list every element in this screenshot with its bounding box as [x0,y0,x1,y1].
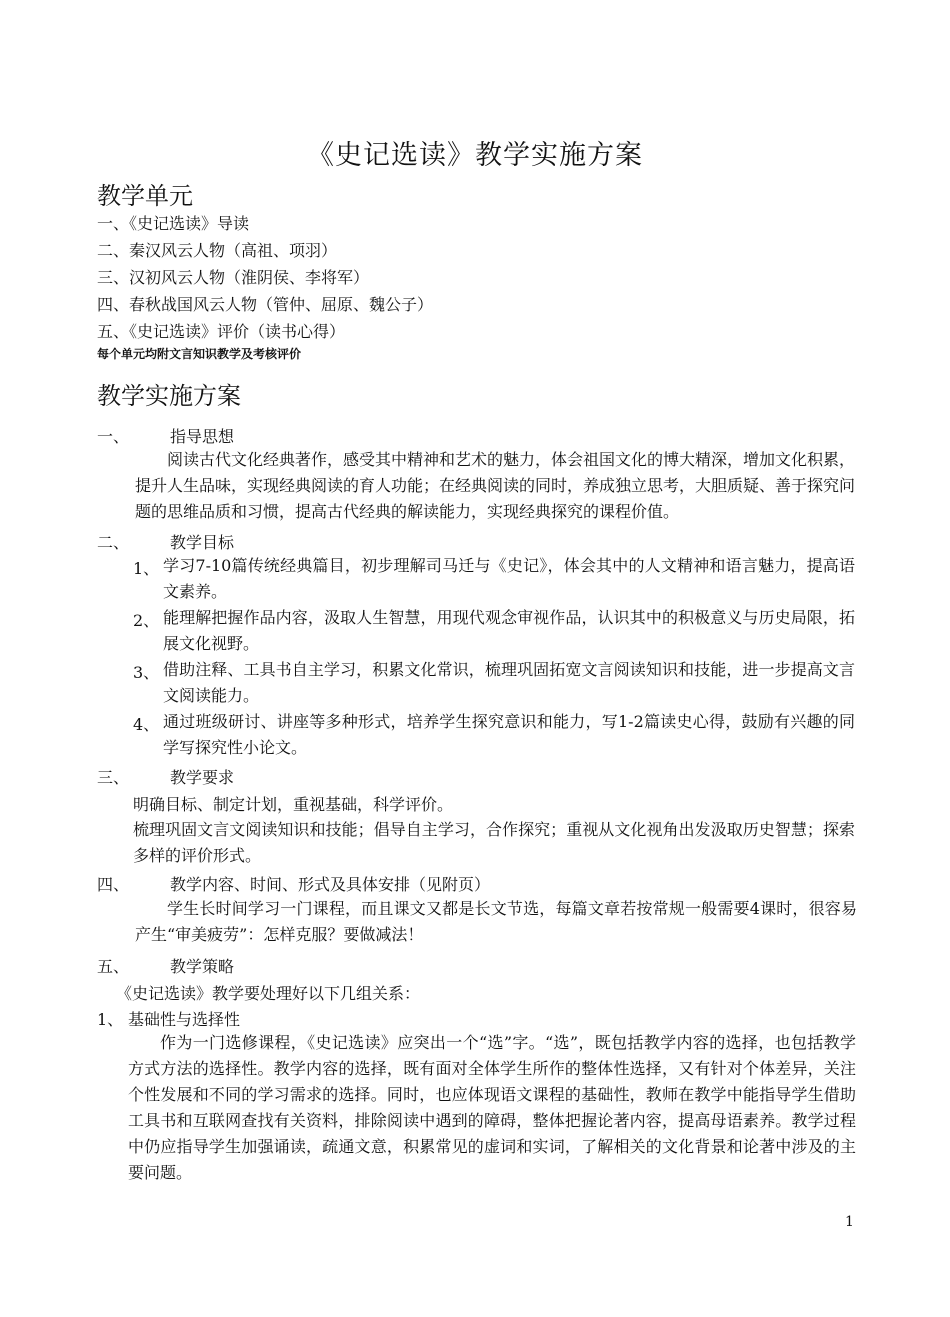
goal-number: 2、 [133,611,160,630]
section-number: 三、 [97,768,130,787]
section-paragraph: 梳理巩固文言文阅读知识和技能；倡导自主学习，合作探究；重视从文化视角出发汲取历史智慧；探索多样的评价形式。 [133,820,855,865]
goal-text: 学习7-10篇传统经典篇目，初步理解司马迁与《史记》，体会其中的人文精神和语言魅力，提高语文素养。 [163,556,855,601]
section-title: 指导思想 [170,427,235,446]
section-title: 教学目标 [170,533,235,552]
unit-item: 五、《史记选读》评价（读书心得） [97,322,346,341]
goal-number: 3、 [133,663,160,682]
plan-heading: 教学实施方案 [97,382,241,410]
section-paragraph: 学生长时间学习一门课程，而且课文又都是长文节选，每篇文章若按常规一般需要4课时，很容易产生“审美疲劳”：怎样克服？要做减法！ [135,899,857,944]
section-number: 二、 [97,533,130,552]
goal-number: 4、 [133,715,160,734]
units-note: 每个单元均附文言知识教学及考核评价 [97,347,302,361]
section-title: 教学要求 [170,768,235,787]
unit-item: 三、汉初风云人物（淮阴侯、李将军） [97,268,370,287]
section-paragraph: 明确目标、制定计划，重视基础，科学评价。 [133,795,454,814]
section-paragraph: 阅读古代文化经典著作，感受其中精神和艺术的魅力，体会祖国文化的博大精深，增加文化积累，提升人生品味，实现经典阅读的育人功能；在经典阅读的同时，养成独立思考，大胆质疑、善于探究问题的思维品质和习惯，提高古代经典的解读能力，实现经典探究的课程价值。 [135,450,856,521]
goal-number: 1、 [133,559,160,578]
units-heading: 教学单元 [97,182,193,210]
subsection-title: 基础性与选择性 [128,1010,241,1029]
unit-item: 二、秦汉风云人物（高祖、项羽） [97,241,338,260]
section-title: 教学内容、时间、形式及具体安排（见附页） [170,875,491,894]
section-intro: 《史记选读》教学要处理好以下几组关系： [116,984,421,1003]
goal-text: 能理解把握作品内容，汲取人生智慧，用现代观念审视作品，认识其中的积极意义与历史局限，拓展文化视野。 [163,608,855,653]
section-number: 一、 [97,427,130,446]
section-paragraph: 作为一门选修课程，《史记选读》应突出一个“选”字。“选”，既包括教学内容的选择，也包括教学方式方法的选择性。教学内容的选择，既有面对全体学生所作的整体性选择，又有针对个体差异，关注个性发展和不同的学习需求的选择。同时，也应体现语文课程的基础性，教师在教学中能指导学生借助工具书和互联网查找有关资料，排除阅读中遇到的障碍，整体把握论著内容，提高母语素养。教学过程中仍应指导学生加强诵读，疏通文意，积累常见的虚词和实词，了解相关的文化背景和论著中涉及的主要问题。 [128,1033,856,1182]
unit-item: 一、《史记选读》导读 [97,214,250,233]
section-number: 四、 [97,875,130,894]
goal-text: 通过班级研讨、讲座等多种形式，培养学生探究意识和能力，写1-2篇读史心得，鼓励有兴趣的同学写探究性小论文。 [163,712,855,757]
unit-item: 四、春秋战国风云人物（管仲、屈原、魏公子） [97,295,434,314]
document-title: 《史记选读》教学实施方案 [307,140,643,171]
section-title: 教学策略 [170,957,235,976]
section-number: 五、 [97,957,130,976]
goal-text: 借助注释、工具书自主学习，积累文化常识，梳理巩固拓宽文言阅读知识和技能，进一步提高文言文阅读能力。 [163,660,855,705]
page-number: 1 [845,1214,854,1230]
subsection-number: 1、 [97,1010,124,1029]
